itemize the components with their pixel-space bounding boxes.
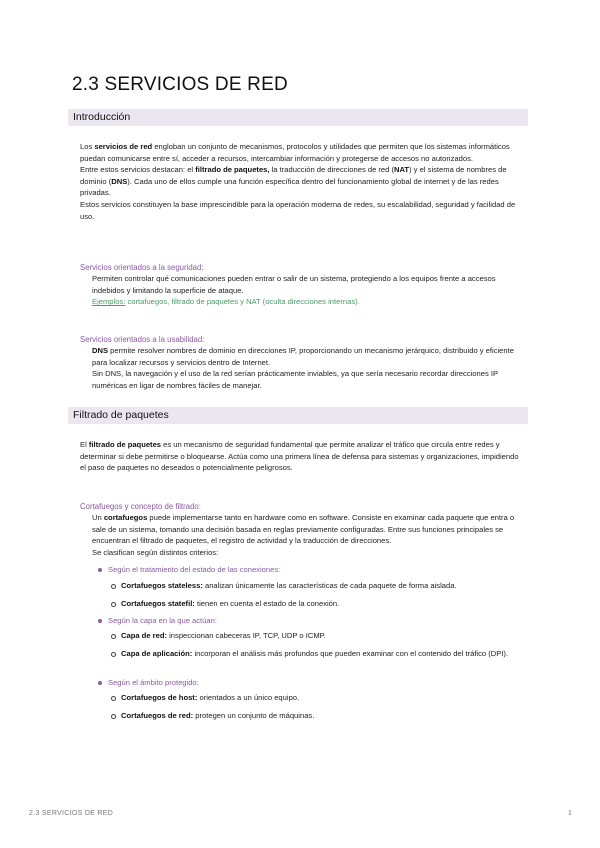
- criteria-item: Según el ámbito protegido:: [108, 677, 199, 688]
- section-heading-introduccion: Introducción: [73, 111, 131, 123]
- list-item: Capa de red: inspeccionan cabeceras IP, TCP, UDP o ICMP.: [121, 630, 521, 642]
- list-item: Cortafuegos de red: protegen un conjunto de máquinas.: [121, 710, 521, 722]
- cortafuegos-text: Un cortafuegos puede implementarse tanto en hardware como en software. Consiste en examinar cada paquete que entra o sale de un sistema, tomando una decisión basada en reglas previamente configuradas. Entre sus funciones principales se encuentran el filtrado de paquetes, el registro de actividad y la traducción de direcciones. Se clasifican según distintos criterios:: [92, 513, 515, 557]
- list-item: Cortafuegos de host: orientados a un único equipo.: [121, 692, 521, 704]
- filtrado-paragraph: El filtrado de paquetes es un mecanismo de seguridad fundamental que permite analizar el tráfico que circula entre redes y determinar si debe permitirse o bloquearse. Actúa como una primera línea de defensa para sistemas y organizaciones, impidiendo el paso de paquetes no deseados o potencialmente peligrosos.: [80, 440, 519, 473]
- examples-link[interactable]: Ejemplos:: [92, 297, 126, 307]
- seguridad-example: Ejemplos: cortafuegos, filtrado de paquetes y NAT (oculta direcciones internas).: [92, 297, 360, 307]
- circle-bullet-icon: [111, 714, 116, 719]
- page-title: 2.3 SERVICIOS DE RED: [72, 74, 288, 95]
- subheading-cortafuegos: Cortafuegos y concepto de filtrado:: [80, 502, 201, 511]
- criteria-item: Según el tratamiento del estado de las conexiones:: [108, 564, 280, 575]
- list-item: Capa de aplicación: incorporan el análisis más profundos que pueden examinar con el contenido del tráfico (DPI).: [121, 648, 521, 660]
- circle-bullet-icon: [111, 634, 116, 639]
- usabilidad-text: DNS permite resolver nombres de dominio en direcciones IP, proporcionando un mecanismo jerárquico, distribuido y eficiente para localizar recursos y servicios dentro de Internet. Sin DNS, la navegación y el uso de la red serían prácticamente inviables, ya que sería necesario recordar direcciones IP numéricas en ligar de nombres fáciles de manejar.: [92, 346, 514, 390]
- circle-bullet-icon: [111, 696, 116, 701]
- bullet-icon: [98, 681, 102, 685]
- section-heading-filtrado: Filtrado de paquetes: [73, 409, 169, 421]
- subheading-seguridad: Servicios orientados a la seguridad:: [80, 263, 204, 272]
- circle-bullet-icon: [111, 652, 116, 657]
- bullet-icon: [98, 619, 102, 623]
- subheading-usabilidad: Servicios orientados a la usabilidad:: [80, 335, 205, 344]
- circle-bullet-icon: [111, 602, 116, 607]
- intro-paragraph-1: Los servicios de red engloban un conjunto de mecanismos, protocolos y utilidades que permiten que los sistemas informáticos puedan comunicarse entre sí, acceder a recursos, intercambiar información y protegerse de accesos no autorizados.: [80, 142, 510, 163]
- intro-paragraph-3: Estos servicios constituyen la base imprescindible para la operación moderna de redes, su escalabilidad, seguridad y facilidad de uso.: [80, 199, 516, 221]
- bullet-icon: [98, 568, 102, 572]
- criteria-item: Según la capa en la que actúan:: [108, 615, 217, 626]
- intro-paragraphs: [80, 141, 520, 222]
- footer-title: 2.3 SERVICIOS DE RED: [29, 810, 114, 817]
- page-number: 1: [568, 810, 572, 817]
- seguridad-text: Permiten controlar qué comunicaciones pueden entrar o salir de un sistema, protegiendo a los equipos frente a accesos indebidos y limitando la superficie de ataque. Ejemplos: cortafuegos, filtrado de paquetes y NAT (oculta direcciones internas).: [92, 273, 522, 308]
- section-heading-bar: [68, 109, 528, 126]
- intro-paragraph-2: Entre estos servicios destacan: el filtrado de paquetes, la traducción de direcciones de red (NAT) y el sistema de nombres de dominio (DNS). Cada uno de ellos cumple una función específica dentro del funcionamiento global de internet y de las redes privadas.: [80, 165, 507, 198]
- list-item: Cortafuegos statefil: tienen en cuenta el estado de la conexión.: [121, 598, 521, 610]
- list-item: Cortafuegos stateless: analizan únicamente las características de cada paquete de forma aislada.: [121, 580, 521, 592]
- circle-bullet-icon: [111, 584, 116, 589]
